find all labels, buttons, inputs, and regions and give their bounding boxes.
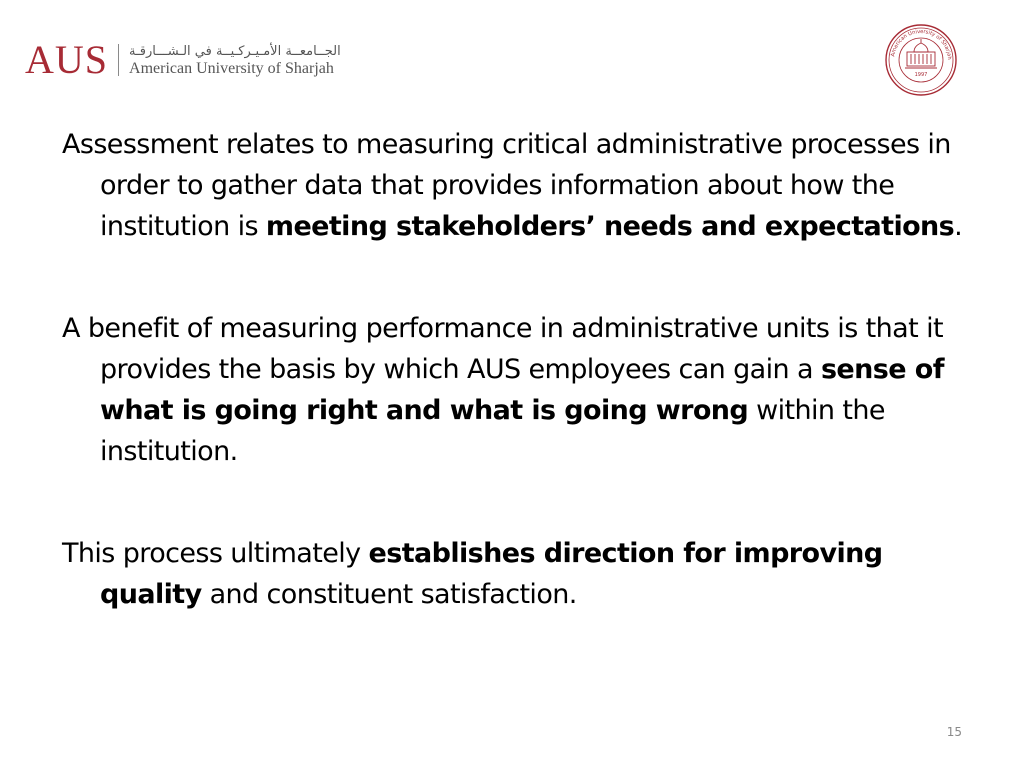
logo-divider <box>118 44 119 76</box>
logo-names <box>129 43 341 78</box>
paragraph-bold-text: meeting stakeholders’ needs and expectations <box>265 211 955 242</box>
university-seal-icon <box>885 24 957 96</box>
paragraph-text: Assessment relates to measuring critical administrative processes in order to gather data that provides information about how the institution is <box>62 129 951 242</box>
paragraph-process <box>62 533 967 615</box>
paragraph-text: within the institution. <box>100 395 885 467</box>
paragraph-assessment <box>62 124 967 247</box>
logo-english-name: American University of Sharjah <box>129 59 334 77</box>
slide-body <box>62 124 967 615</box>
seal-ring-text: American University of Sharjah <box>890 28 953 60</box>
paragraph-text: This process ultimately <box>62 538 369 569</box>
logo-arabic-name: الجــامعــة الأمـيـركـيــة في الـشـــارقـة <box>129 43 341 59</box>
seal-year: 1997 <box>914 72 928 78</box>
paragraph-bold-text: sense of what is going right and what is going wrong <box>100 354 944 426</box>
logo-aus-text: AUS <box>25 37 109 82</box>
page-number: 15 <box>946 725 962 739</box>
paragraph-text: A benefit of measuring performance in administrative units is that it provides the basis by which AUS employees can gain a <box>62 313 943 385</box>
aus-logo <box>25 36 341 84</box>
paragraph-bold-text: establishes direction for improving quality <box>100 538 883 610</box>
paragraph-benefit <box>62 308 967 472</box>
paragraph-text: and constituent satisfaction. <box>201 579 577 610</box>
paragraph-text: . <box>954 211 963 242</box>
